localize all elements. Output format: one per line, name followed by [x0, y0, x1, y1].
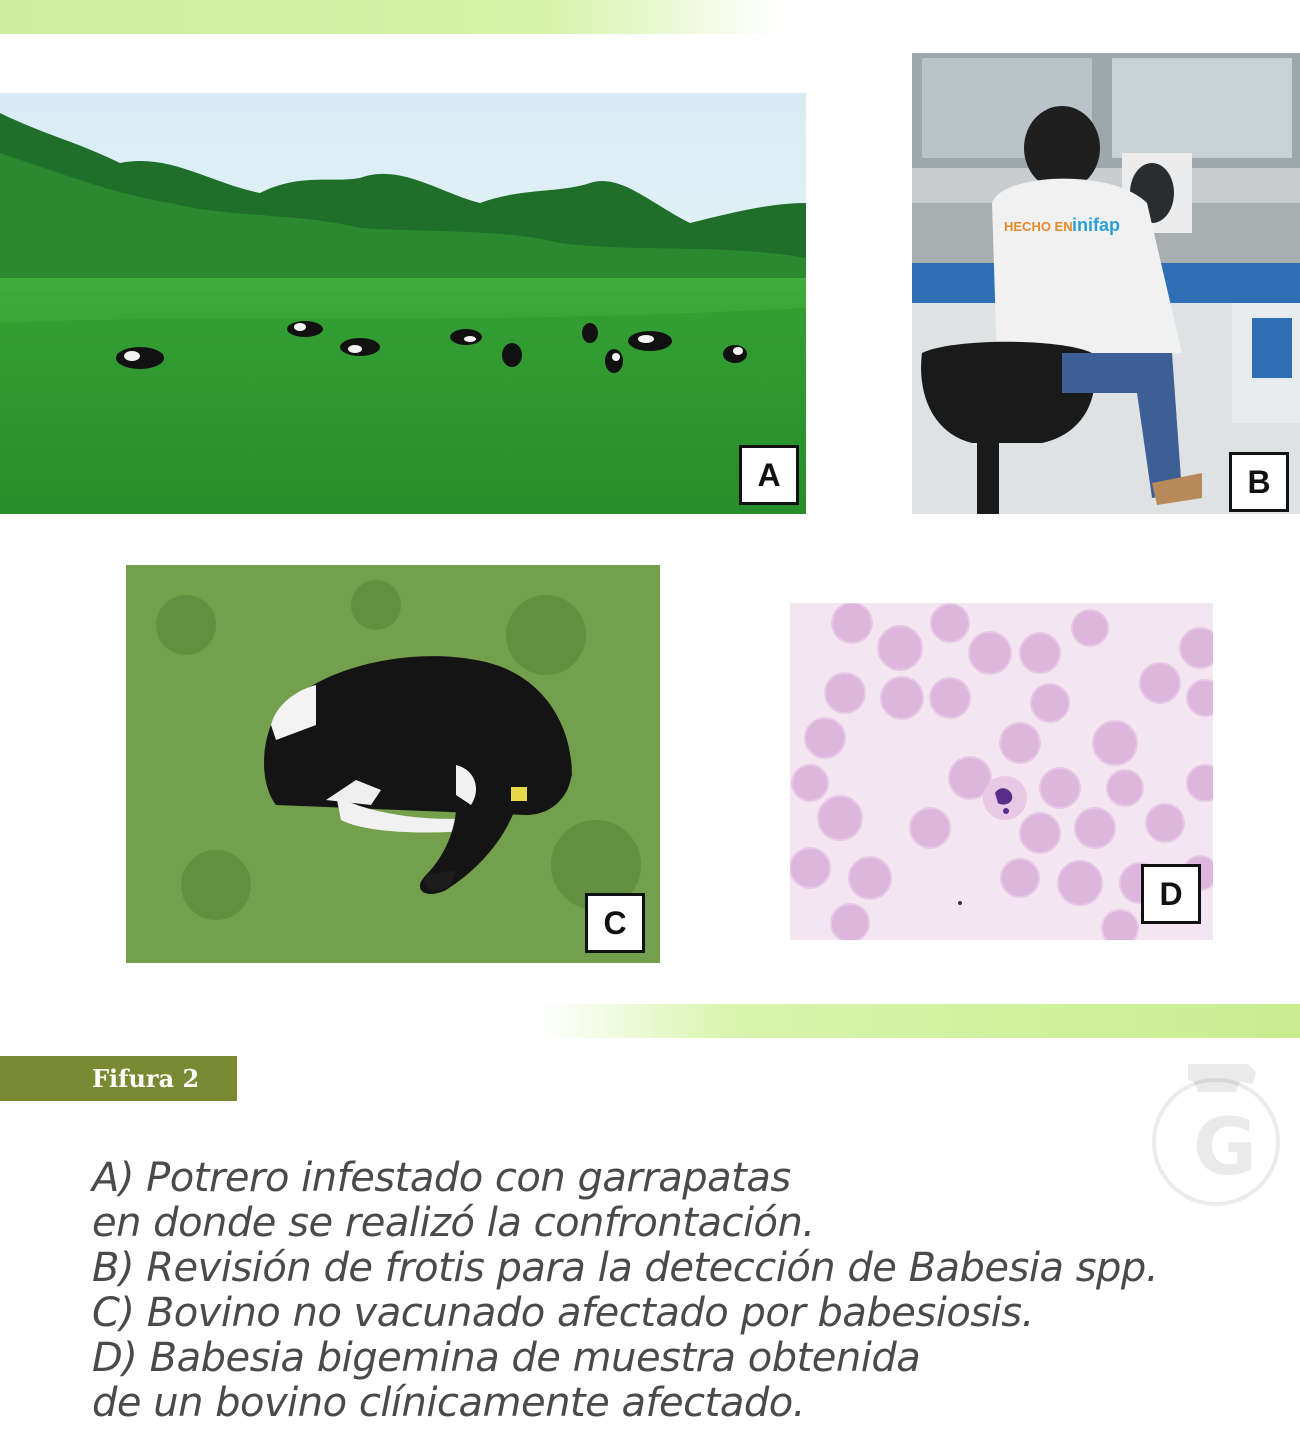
shirt-text: HECHO EN: [1004, 219, 1073, 234]
panel-label-b: B: [1229, 452, 1289, 512]
figure-tag: Fifura 2: [0, 1056, 237, 1101]
panel-label-a: A: [739, 445, 799, 505]
svg-text:G: G: [1193, 1103, 1258, 1193]
figure-caption: [92, 1156, 1272, 1426]
caption-line-d: D) Babesia bigemina de muestra obtenida: [92, 1335, 921, 1381]
photo-pasture: [0, 93, 806, 514]
svg-text:inifap: inifap: [1072, 215, 1120, 235]
photo-lab-technician: [912, 53, 1300, 514]
caption-line-a-cont: en donde se realizó la confrontación.: [92, 1200, 815, 1246]
caption-line-d-cont: de un bovino clínicamente afectado.: [92, 1380, 805, 1426]
top-accent-band: [0, 0, 780, 34]
caption-line-a: A) Potrero infestado con garrapatas: [92, 1155, 791, 1201]
caption-line-c: C) Bovino no vacunado afectado por babesiosis.: [92, 1290, 1034, 1336]
middle-accent-band: [540, 1004, 1300, 1038]
panel-label-c: C: [585, 893, 645, 953]
panel-label-d: D: [1141, 864, 1201, 924]
caption-line-b: B) Revisión de frotis para la detección de Babesia spp.: [92, 1245, 1159, 1291]
photo-sick-calf: [126, 565, 660, 963]
